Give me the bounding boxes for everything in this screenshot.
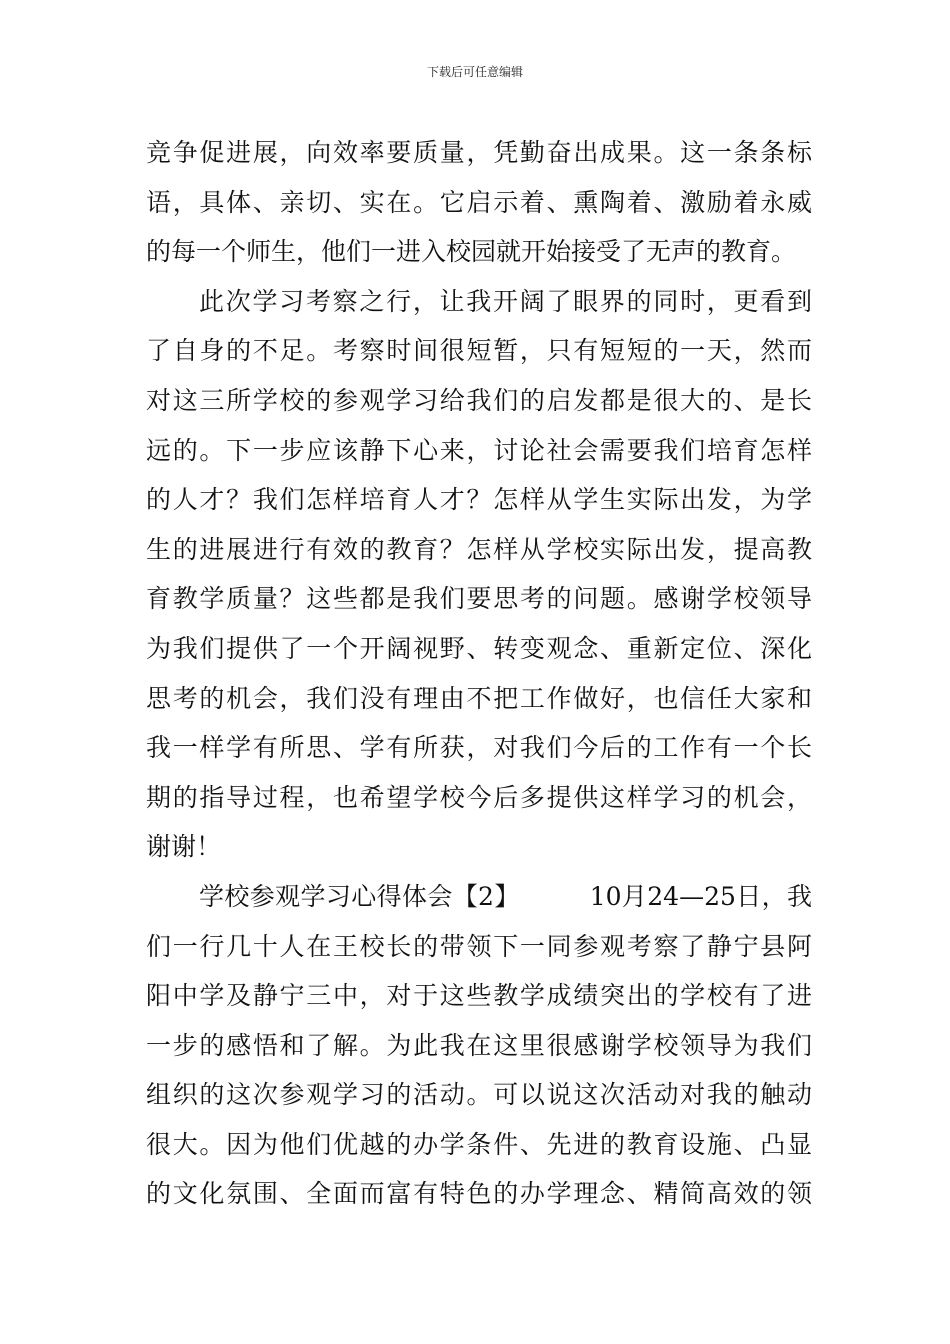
text-line: 育教学质量？这些都是我们要思考的问题。感谢学校领导 bbox=[146, 584, 812, 614]
text-line: 思考的机会，我们没有理由不把工作做好，也信任大家和 bbox=[146, 683, 812, 713]
section-date: 10月24—25日，我 bbox=[589, 881, 812, 911]
text-line: 了自身的不足。考察时间很短暂，只有短短的一天，然而 bbox=[146, 336, 812, 366]
text-line: 一步的感悟和了解。为此我在这里很感谢学校领导为我们 bbox=[146, 1030, 812, 1060]
page-header: 下载后可任意编辑 bbox=[426, 65, 523, 79]
text-line: 们一行几十人在王校长的带领下一同参观考察了静宁县阿 bbox=[146, 931, 812, 961]
text-line: 的每一个师生，他们一进入校园就开始接受了无声的教育。 bbox=[146, 237, 797, 267]
text-line: 竞争促进展，向效率要质量，凭勤奋出成果。这一条条标 bbox=[146, 138, 812, 167]
section-heading-line bbox=[146, 872, 812, 922]
text-line: 生的进展进行有效的教育？怎样从学校实际出发，提高教 bbox=[146, 534, 812, 564]
text-line: 为我们提供了一个开阔视野、转变观念、重新定位、深化 bbox=[146, 633, 812, 663]
text-line: 组织的这次参观学习的活动。可以说这次活动对我的触动 bbox=[146, 1080, 812, 1110]
section-heading: 学校参观学习心得体会【2】 bbox=[199, 881, 520, 911]
text-line: 的文化氛围、全面而富有特色的办学理念、精简高效的领 bbox=[146, 1179, 812, 1209]
document-body bbox=[146, 128, 812, 1219]
text-line: 期的指导过程，也希望学校今后多提供这样学习的机会， bbox=[146, 782, 812, 812]
text-line: 远的。下一步应该静下心来，讨论社会需要我们培育怎样 bbox=[146, 435, 812, 465]
text-line: 阳中学及静宁三中，对于这些教学成绩突出的学校有了进 bbox=[146, 981, 812, 1011]
text-line: 谢谢！ bbox=[146, 832, 222, 862]
paragraph-first-line: 此次学习考察之行，让我开阔了眼界的同时，更看到 bbox=[199, 286, 812, 316]
text-line: 很大。因为他们优越的办学条件、先进的教育设施、凸显 bbox=[146, 1129, 812, 1159]
text-line: 的人才？我们怎样培育人才？怎样从学生实际出发，为学 bbox=[146, 485, 812, 515]
text-line: 对这三所学校的参观学习给我们的启发都是很大的、是长 bbox=[146, 385, 812, 415]
text-line: 语，具体、亲切、实在。它启示着、熏陶着、激励着永威 bbox=[146, 187, 812, 217]
text-line: 我一样学有所思、学有所获，对我们今后的工作有一个长 bbox=[146, 733, 812, 763]
